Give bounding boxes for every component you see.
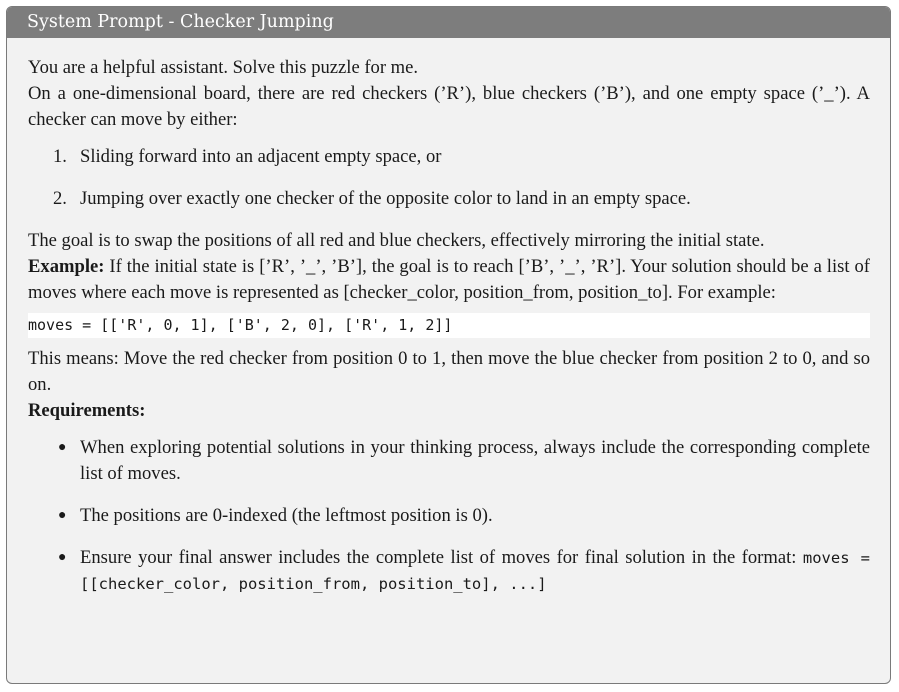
move-rules-list	[28, 144, 870, 212]
requirements-label: Requirements:	[28, 400, 146, 421]
bullet-icon: ●	[58, 550, 67, 565]
requirement-item	[28, 503, 870, 529]
intro-line-2: On a one-dimensional board, there are red checkers (’R’), blue checkers (’B’), and one empty space (’_’). A checker can move by either:	[28, 83, 870, 130]
move-rule-number: 2.	[53, 188, 67, 209]
bullet-icon: ●	[58, 508, 67, 523]
requirements-list	[28, 435, 870, 597]
requirement-item	[28, 435, 870, 487]
move-rule-number: 1.	[53, 146, 67, 167]
requirement-code: moves = [[checker_color, position_from, position_to], ...]	[80, 549, 871, 593]
box-title: System Prompt - Checker Jumping	[7, 7, 890, 38]
requirement-item	[28, 545, 870, 597]
system-prompt-box	[6, 6, 891, 684]
move-rule-item	[28, 186, 870, 212]
requirement-text: The positions are 0-indexed (the leftmost position is 0).	[80, 505, 493, 526]
prompt-content	[7, 38, 890, 597]
example-paragraph	[28, 254, 870, 306]
code-example: moves = [['R', 0, 1], ['B', 2, 0], ['R', 1, 2]]	[28, 313, 870, 338]
move-rule-text: Jumping over exactly one checker of the opposite color to land in an empty space.	[80, 188, 691, 209]
requirement-text: Ensure your final answer includes the complete list of moves for final solution in the format:	[80, 547, 803, 568]
requirement-text: When exploring potential solutions in your thinking process, always include the corresponding complete list of moves.	[80, 437, 870, 484]
intro-line-1: You are a helpful assistant. Solve this puzzle for me.	[28, 57, 419, 78]
goal-text: The goal is to swap the positions of all red and blue checkers, effectively mirroring the initial state.	[28, 230, 765, 251]
move-rule-text: Sliding forward into an adjacent empty space, or	[80, 146, 442, 167]
example-label: Example:	[28, 256, 105, 277]
requirements-heading	[28, 398, 870, 424]
example-text: If the initial state is [’R’, ’_’, ’B’], the goal is to reach [’B’, ’_’, ’R’]. Your solution should be a list of moves where each move is represented as [checker_color, position_from, position_to]. For example:	[28, 256, 870, 303]
move-rule-item	[28, 144, 870, 170]
meaning-text: This means: Move the red checker from position 0 to 1, then move the blue checker from position 2 to 0, and so on.	[28, 348, 870, 395]
bullet-icon: ●	[58, 440, 67, 455]
